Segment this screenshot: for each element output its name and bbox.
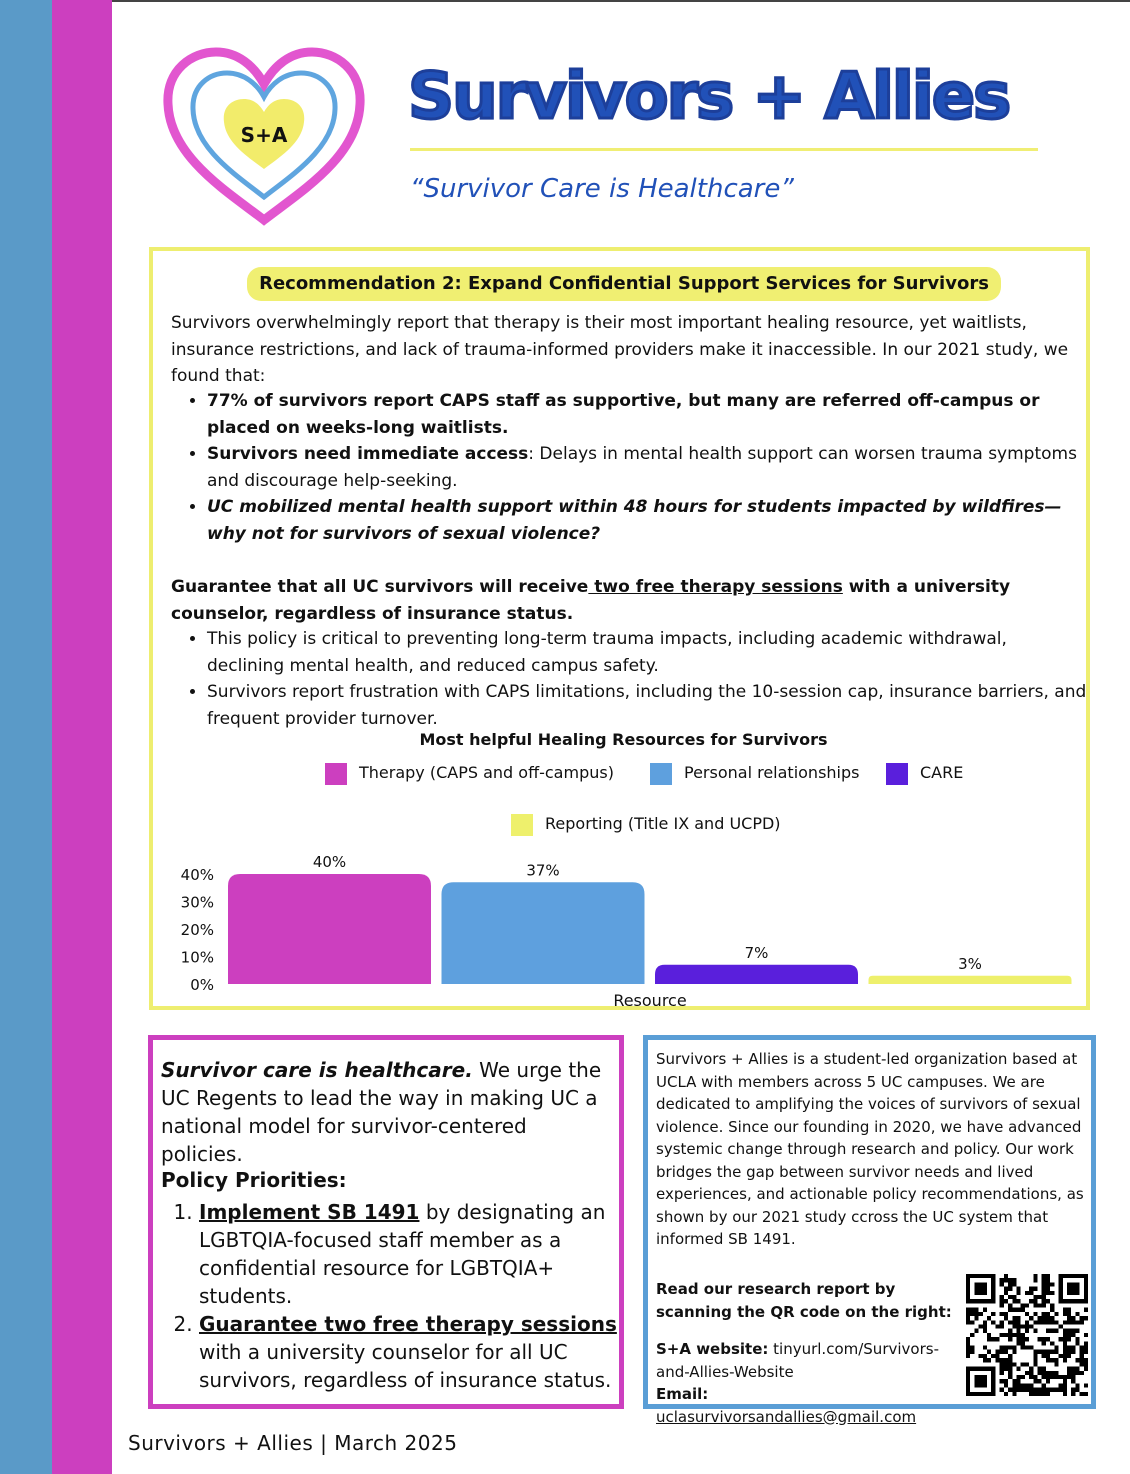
page-top-border	[0, 0, 1130, 2]
y-tick-label: 40%	[180, 866, 214, 884]
reason-item: • This policy is critical to preventing long-term trauma impacts, including academic withdrawal, declining mental health, and reduced campus safety.	[207, 626, 1087, 679]
legend-swatch	[650, 763, 672, 785]
policy-priorities-heading: Policy Priorities:	[161, 1168, 347, 1192]
side-stripe-blue	[0, 0, 52, 1474]
legend-swatch	[325, 763, 347, 785]
qr-prompt: Read our research report by scanning the QR code on the right:	[656, 1280, 952, 1321]
data-label: 3%	[958, 954, 982, 973]
finding-item: • 77% of survivors report CAPS staff as supportive, but many are referred off-campus or placed on weeks-long waitlists.	[207, 388, 1087, 441]
about-text: Survivors + Allies is a student-led organization based at UCLA with members across 5 UC campuses. We are dedicated to amplifying the voices of survivors of sexual violence. Since our founding in 2020, we have advanced systemic change through research and policy. Our work bridges the gap between survivor needs and lived experiences, and actionable policy recommendations, as shown by our 2021 study ccross the UC system that informed SB 1491.	[656, 1050, 1084, 1248]
bar	[655, 965, 858, 984]
findings-list	[171, 388, 1087, 547]
bar-chart	[153, 841, 1086, 1011]
footer: Survivors + Allies | March 2025	[128, 1431, 458, 1455]
title-divider	[410, 148, 1038, 151]
legend-item-therapy: Therapy (CAPS and off-campus)	[325, 762, 614, 785]
bar	[228, 874, 431, 984]
priority-item: 2. Guarantee two free therapy sessions with a university counselor for all UC survivors, regardless of insurance status.	[199, 1310, 629, 1394]
y-tick-label: 20%	[180, 921, 214, 939]
legend-swatch	[511, 814, 533, 836]
website-link[interactable]: tinyurl.com/Survivors-and-Allies-Website	[656, 1340, 939, 1381]
guarantee-statement: Guarantee that all UC survivors will receive two free therapy sessions with a university counselor, regardless of insurance status.	[171, 577, 1011, 624]
contact-info: S+A website: tinyurl.com/Survivors-and-Allies-Website Email: uclasurvivorsandallies@gmail.com	[656, 1340, 939, 1426]
finding-item: • Survivors need immediate access: Delays in mental health support can worsen trauma symptoms and discourage help-seeking.	[207, 441, 1087, 494]
finding-item: • UC mobilized mental health support within 48 hours for students impacted by wildfires—why not for survivors of sexual violence?	[207, 494, 1087, 547]
x-axis-label: Resource	[613, 991, 687, 1010]
bar	[869, 976, 1072, 984]
email-link[interactable]: uclasurvivorsandallies@gmail.com	[656, 1407, 917, 1426]
heart-logo	[158, 42, 370, 228]
tagline: “Survivor Care is Healthcare”	[410, 174, 794, 204]
chart-title: Most helpful Healing Resources for Survivors	[419, 730, 828, 749]
policy-priorities-list	[161, 1198, 629, 1394]
y-tick-label: 0%	[190, 976, 214, 994]
brand-title: Survivors + Allies	[408, 60, 1010, 134]
data-label: 37%	[526, 861, 560, 880]
sb1491-link[interactable]: Implement SB 1491	[199, 1200, 420, 1224]
reasons-list	[171, 626, 1087, 732]
legend-item-reporting: Reporting (Title IX and UCPD)	[511, 813, 781, 836]
therapy-sessions-link[interactable]: Guarantee two free therapy sessions	[199, 1312, 617, 1336]
y-tick-label: 30%	[180, 893, 214, 912]
about-section	[643, 1035, 1096, 1426]
reason-item: • Survivors report frustration with CAPS limitations, including the 10-session cap, insurance barriers, and frequent provider turnover.	[207, 679, 1087, 732]
priority-item: 1. Implement SB 1491 by designating an LGBTQIA-focused staff member as a confidential resource for LGBTQIA+ students.	[199, 1198, 629, 1310]
recommendation-intro: Survivors overwhelmingly report that therapy is their most important healing resource, yet waitlists, insurance restrictions, and lack of trauma-informed providers make it inaccessible. In our 2021 study, we found that:	[171, 313, 1069, 386]
legend-item-care: CARE	[886, 762, 963, 785]
cta-lead: Survivor care is healthcare. We urge the UC Regents to lead the way in making UC a national model for survivor-centered policies.	[161, 1058, 602, 1166]
bar	[442, 882, 645, 984]
logo-text: S+A	[240, 123, 288, 147]
side-stripe-pink	[52, 0, 112, 1474]
qr-code[interactable]	[966, 1274, 1088, 1396]
legend-swatch	[886, 763, 908, 785]
y-tick-label: 10%	[180, 948, 214, 967]
call-to-action-section	[148, 1035, 624, 1409]
recommendation-section	[149, 247, 1090, 1010]
data-label: 40%	[312, 853, 347, 871]
data-label: 7%	[744, 943, 769, 962]
recommendation-heading: Recommendation 2: Expand Confidential Support Services for Survivors	[247, 267, 1001, 301]
legend-item-relationships: Personal relationships	[650, 762, 859, 785]
